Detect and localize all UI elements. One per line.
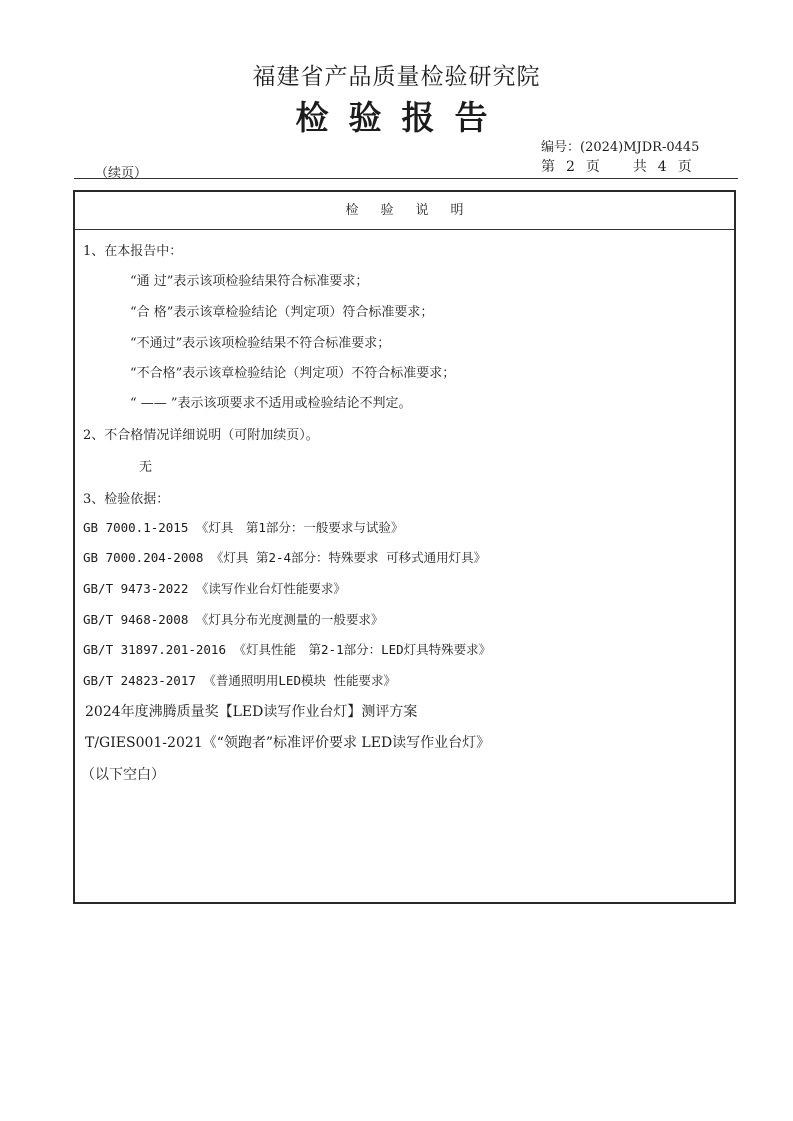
page-suffix: 页 — [677, 159, 692, 175]
item1-line-unqualified: “不合格”表示该章检验结论（判定项）不符合标准要求； — [130, 366, 456, 381]
blank-below-note: （以下空白） — [81, 767, 165, 783]
standard-item: GB 7000.1-2015 《灯具 第1部分：一般要求与试验》 — [83, 520, 404, 535]
page-current: 2 — [565, 159, 575, 175]
header-rule — [74, 178, 738, 179]
standard-item: 2024年度沸腾质量奖【LED读写作业台灯】测评方案 — [85, 704, 418, 720]
item1-line-qualified: “合 格”表示该章检验结论（判定项）符合标准要求； — [130, 305, 434, 320]
item1-line-fail: “不通过”表示该项检验结果不符合标准要求； — [130, 336, 391, 351]
item3-title: 3、检验依据： — [83, 492, 170, 507]
section-heading: 检验说明 — [75, 192, 734, 230]
page-mid: 页 — [585, 159, 600, 175]
report-title: 检验报告 — [295, 98, 508, 137]
inspection-notes-box — [73, 190, 736, 904]
item1-title: 1、在本报告中： — [83, 244, 183, 259]
item2-title: 2、不合格情况详细说明（可附加续页）。 — [83, 428, 319, 443]
standard-item: GB 7000.204-2008 《灯具 第2-4部分：特殊要求 可移式通用灯具》 — [83, 550, 487, 565]
item1-line-not-applicable: “ —— ”表示该项要求不适用或检验结论不判定。 — [130, 396, 412, 411]
item2-value: 无 — [139, 460, 153, 475]
standard-item: GB/T 24823-2017 《普通照明用LED模块 性能要求》 — [83, 673, 397, 688]
standard-item: T/GIES001-2021《“领跑者”标准评价要求 LED读写作业台灯》 — [85, 735, 491, 751]
report-number: 编号：(2024)MJDR-0445 — [541, 140, 700, 155]
organization-name: 福建省产品质量检验研究院 — [252, 64, 541, 90]
page-indicator — [541, 156, 692, 176]
page-total: 4 — [657, 159, 667, 175]
standard-item: GB/T 9468-2008 《灯具分布光度测量的一般要求》 — [83, 612, 384, 627]
page-prefix: 第 — [541, 159, 555, 175]
standard-item: GB/T 9473-2022 《读写作业台灯性能要求》 — [83, 581, 346, 596]
standard-item: GB/T 31897.201-2016 《灯具性能 第2-1部分：LED灯具特殊要求》 — [83, 642, 492, 657]
page-total-prefix: 共 — [632, 159, 647, 175]
item1-line-pass: “通 过”表示该项检验结果符合标准要求； — [130, 274, 369, 289]
continued-label: （续页） — [95, 166, 148, 181]
